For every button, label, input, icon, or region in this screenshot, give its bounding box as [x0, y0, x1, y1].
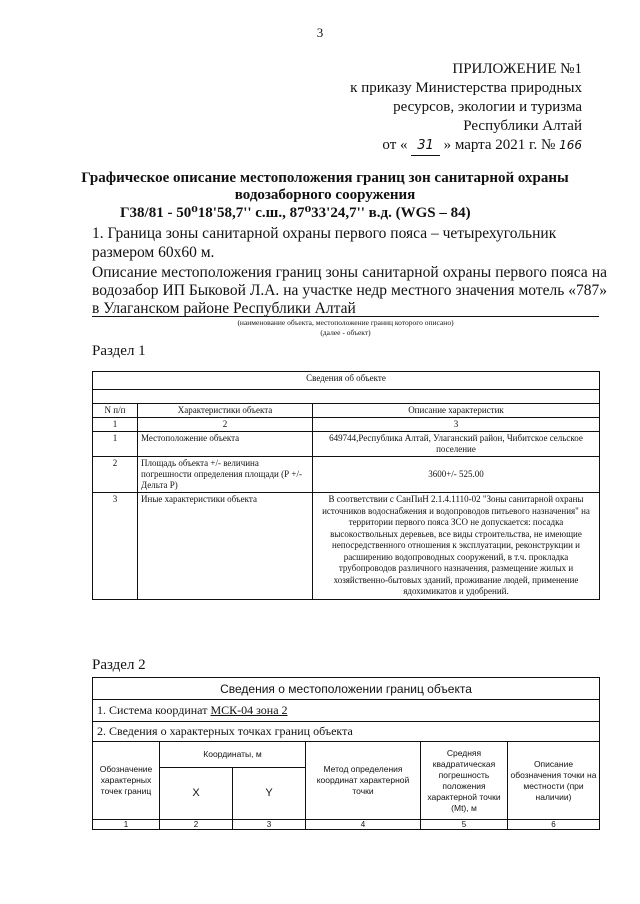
object-info-table — [92, 371, 600, 600]
date-day: 31 — [411, 136, 440, 156]
col-number: 2 — [160, 820, 233, 830]
col-header-y: Y — [233, 768, 306, 820]
appendix-block — [262, 60, 582, 156]
row-characteristic: Иные характеристики объекта — [138, 493, 313, 600]
col-index: 1 — [93, 418, 138, 432]
appendix-title: ПРИЛОЖЕНИЕ №1 — [452, 61, 582, 77]
table-row — [93, 493, 600, 600]
object-caption — [92, 318, 599, 338]
appendix-line: к приказу Министерства природных — [350, 80, 582, 96]
col-header-coords: Координаты, м — [160, 742, 306, 768]
coordinates-line: Г38/81 - 50⁰18'58,7'' с.ш., 87⁰33'24,7'' в.д. (WGS – 84) — [120, 205, 471, 221]
caption-line: (наименование объекта, местоположение границ которого описано) — [237, 318, 454, 327]
appendix-line: ресурсов, экологии и туризма — [393, 99, 582, 115]
table-row — [93, 432, 600, 457]
paragraph-object-description: Описание местоположения границ зоны санитарной охраны первого пояса на водозабор ИП Быковой Л.А. на участке недр местного значения мотель «787» в Улаганском районе Республики Алтай — [92, 264, 607, 317]
row-description: 649744,Республика Алтай, Улаганский район, Чибитское сельское поселение — [313, 432, 600, 457]
col-header-error: Средняя квадратическая погрешность положения характерной точки (Mt), м — [421, 742, 508, 820]
col-number: 5 — [421, 820, 508, 830]
caption-line: (далее - объект) — [320, 328, 371, 337]
underline-divider — [92, 316, 599, 317]
col-header-characteristics: Характеристики объекта — [138, 404, 313, 418]
col-header-x: X — [160, 768, 233, 820]
row-number: 2 — [93, 457, 138, 493]
order-number: 166 — [559, 138, 582, 152]
row-number: 1 — [93, 432, 138, 457]
section-1-heading: Раздел 1 — [92, 343, 146, 359]
page-number: 3 — [316, 25, 324, 40]
col-header-number: N п/п — [93, 404, 138, 418]
row-description: 3600+/- 525.00 — [313, 457, 600, 493]
boundary-table — [92, 677, 600, 830]
col-number: 4 — [306, 820, 421, 830]
document-title: Графическое описание местоположения границ зон санитарной охраны водозаборного сооружения — [81, 170, 569, 203]
appendix-line: Республики Алтай — [463, 118, 582, 134]
coord-system-row — [93, 700, 600, 722]
col-index: 3 — [313, 418, 600, 432]
col-header-designation: Обозначение характерных точек границ — [93, 742, 160, 820]
points-label: 2. Сведения о характерных точках границ объекта — [93, 722, 600, 742]
table-row — [93, 457, 600, 493]
col-header-description: Описание характеристик — [313, 404, 600, 418]
row-number: 3 — [93, 493, 138, 600]
table-title: Сведения об объекте — [93, 372, 600, 390]
date-suffix: » марта 2021 г. № — [443, 137, 556, 153]
table-spacer — [93, 390, 600, 404]
row-description: В соответствии с СанПиН 2.1.4.1110-02 "Зоны санитарной охраны источников водоснабжения и водопроводов питьевого назначения" на территории первого пояса ЗСО не допускается: посадка высокоствольных деревьев, все виды строительства, не имеющие непосредственного отношения к эксплуатации, реконструкции и расширению водопроводных сооружений, в т.ч. прокладка трубопроводов различного назначения, размещение жилых и хозяйственно-бытовых зданий, проживание людей, применение ядохимикатов и удобрений. — [313, 493, 600, 600]
section-2-heading: Раздел 2 — [92, 657, 146, 673]
coord-system-label: 1. Система координат — [97, 703, 208, 717]
col-header-method: Метод определения координат характерной точки — [306, 742, 421, 820]
date-prefix: от « — [382, 137, 408, 153]
col-number: 6 — [508, 820, 600, 830]
col-index: 2 — [138, 418, 313, 432]
col-number: 3 — [233, 820, 306, 830]
table-title: Сведения о местоположении границ объекта — [93, 678, 600, 700]
col-number: 1 — [93, 820, 160, 830]
coord-system-value: МСК-04 зона 2 — [210, 703, 288, 717]
paragraph-zone-size: 1. Граница зоны санитарной охраны первого пояса – четырехугольник размером 60х60 м. — [92, 225, 557, 261]
row-characteristic: Местоположение объекта — [138, 432, 313, 457]
col-header-description: Описание обозначения точки на местности (при наличии) — [508, 742, 600, 820]
row-characteristic: Площадь объекта +/- величина погрешности определения площади (Р +/- Дельта Р) — [138, 457, 313, 493]
appendix-date — [262, 136, 582, 156]
